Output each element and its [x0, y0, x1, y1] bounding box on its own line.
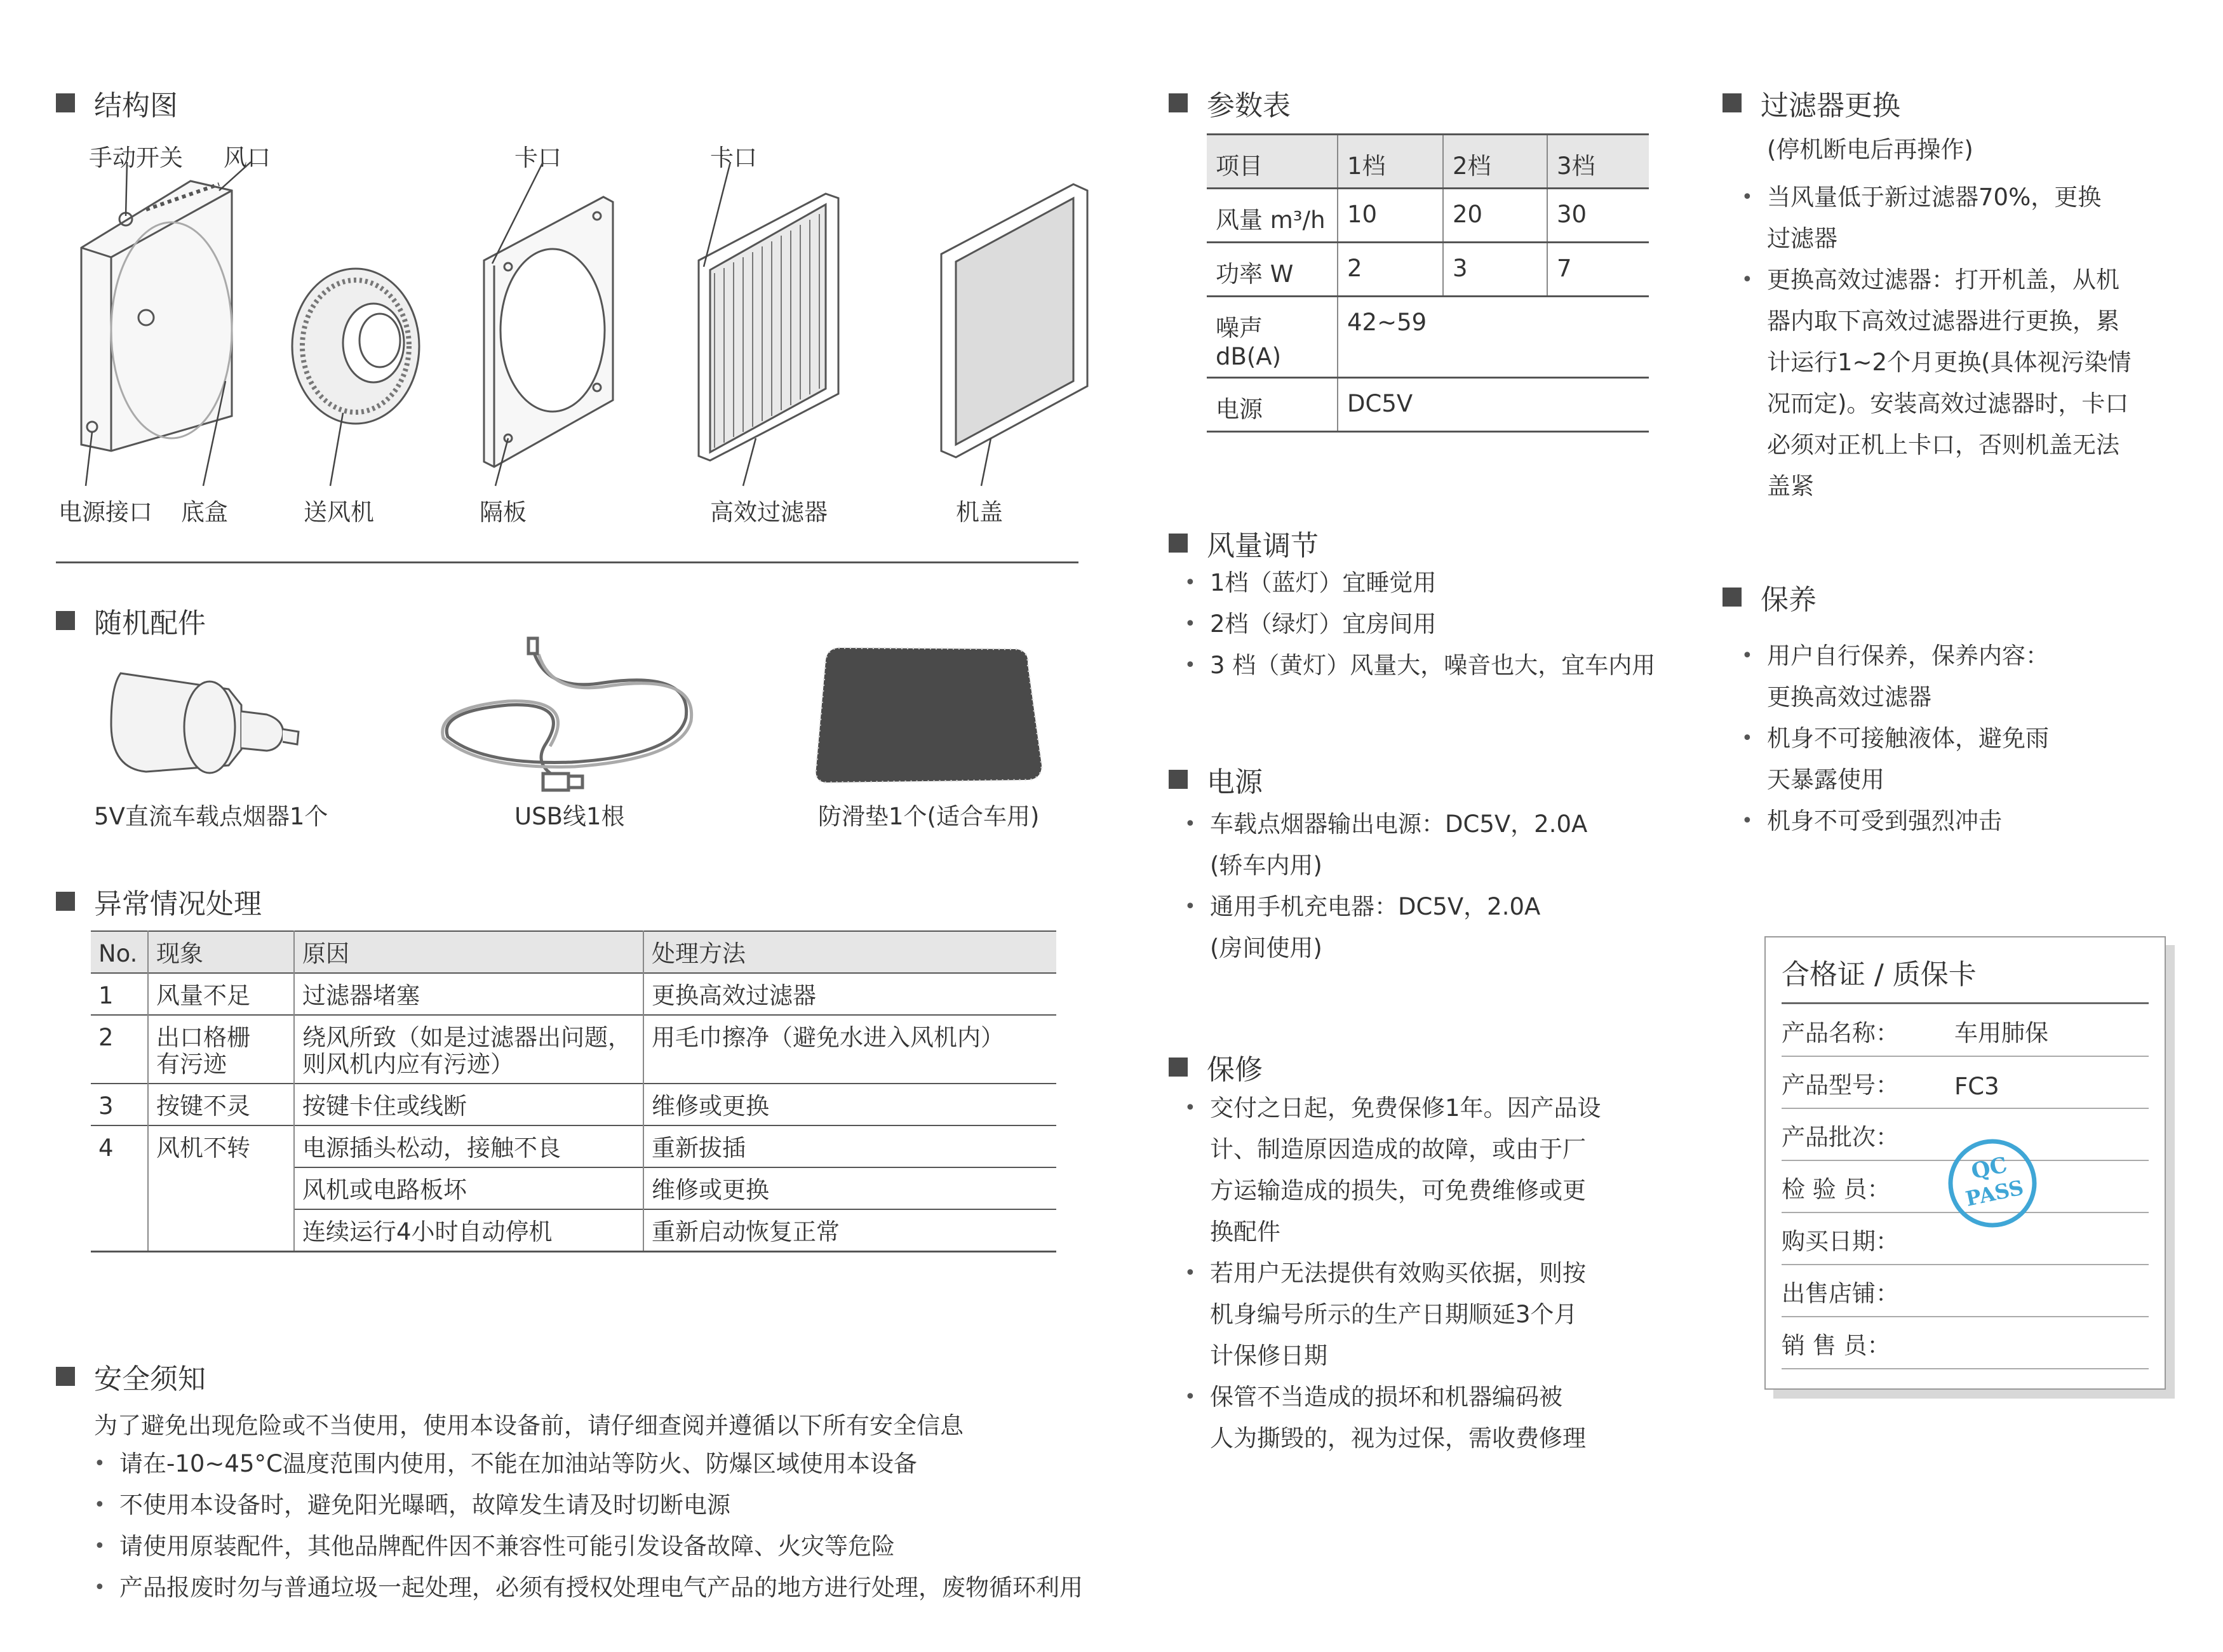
param-name — [1207, 297, 1338, 378]
label-clip-1: 卡口 — [514, 144, 561, 171]
row-no: 2 — [91, 1015, 148, 1084]
list-item: • 交付之日起，免费保修1年。因产品设 — [1185, 1087, 1601, 1129]
list-item-continued: 器内取下高效过滤器进行更换，累 — [1767, 307, 2119, 335]
param-airflow-unit: m³/h — [1270, 206, 1326, 234]
list-item: • 请使用原装配件，其他品牌配件因不兼容性可能引发设备故障、火灾等危险 — [94, 1526, 1083, 1567]
airflow-title: 风量调节 — [1207, 530, 1319, 562]
list-item: • 2档（绿灯）宜房间用 — [1185, 603, 1655, 645]
warranty-title: 保修 — [1207, 1054, 1263, 1086]
filter-list — [1742, 177, 2132, 507]
stamp-line2: PASS — [1963, 1175, 2026, 1211]
param-supply-label: 电源 — [1207, 378, 1338, 432]
accessory-anti-slip-mat: 防滑垫1个(适合车用) — [818, 803, 1040, 830]
row-method: 重新启动恢复正常 — [643, 1209, 1056, 1252]
list-item: • 1档（蓝灯）宜睡觉用 — [1185, 562, 1655, 603]
list-item-continued: (轿车内用) — [1210, 852, 1322, 879]
card-row-key: 产品批次： — [1782, 1124, 1899, 1151]
param-noise-label: 噪声 — [1216, 314, 1263, 342]
param-value: 2 — [1338, 243, 1443, 297]
accessories-title: 随机配件 — [94, 607, 206, 640]
param-airflow-label: 风量 — [1216, 206, 1263, 234]
label-cover: 机盖 — [956, 499, 1003, 526]
filter-note: (停机断电后再操作) — [1767, 136, 1973, 163]
label-base-box: 底盒 — [181, 499, 228, 526]
maintenance-heading — [1723, 577, 1817, 617]
section-divider — [56, 561, 1078, 563]
list-item: • 更换高效过滤器：打开机盖，从机 — [1742, 259, 2132, 300]
stamp-line1: QC — [1969, 1152, 2010, 1185]
list-item: • 通用手机充电器：DC5V，2.0A — [1185, 886, 1587, 927]
list-item: • 机身不可受到强烈冲击 — [1742, 800, 2049, 842]
row-method: 更换高效过滤器 — [643, 973, 1056, 1015]
row-symptom: 风量不足 — [148, 973, 294, 1015]
structure-title: 结构图 — [94, 90, 178, 122]
card-row-key: 购买日期： — [1782, 1228, 1899, 1255]
row-method: 维修或更换 — [643, 1084, 1056, 1125]
param-header-level3: 3档 — [1547, 135, 1649, 189]
list-item: • 用户自行保养，保养内容： — [1742, 635, 2049, 676]
safety-list — [94, 1443, 1083, 1608]
table-row — [91, 1209, 1056, 1252]
row-symptom: 按键不灵 — [148, 1084, 294, 1125]
row-no — [91, 1167, 148, 1209]
list-item: • 请在-10~45°C温度范围内使用，不能在加油站等防火、防爆区域使用本设备 — [94, 1443, 1083, 1484]
label-fan: 送风机 — [304, 499, 374, 526]
row-method: 重新拔插 — [643, 1125, 1056, 1167]
card-row — [1782, 1316, 2149, 1369]
section-square-icon — [1723, 588, 1742, 607]
card-row — [1782, 1004, 2149, 1057]
list-item-continued: 过滤器 — [1767, 225, 1837, 252]
quality-warranty-card — [1764, 936, 2166, 1390]
list-item-continued: 况而定)。安装高效过滤器时，卡口 — [1767, 390, 2129, 417]
table-header-no: No. — [91, 931, 148, 973]
list-item-continued: (房间使用) — [1210, 934, 1322, 962]
power-supply-list — [1185, 803, 1587, 969]
row-no: 4 — [91, 1125, 148, 1167]
param-noise-unit: dB(A) — [1216, 343, 1282, 370]
row-symptom — [148, 1167, 294, 1209]
param-value: DC5V — [1338, 378, 1649, 432]
row-symptom: 风机不转 — [148, 1125, 294, 1167]
param-value: 42~59 — [1338, 297, 1649, 378]
card-row-key: 出售店铺： — [1782, 1280, 1899, 1307]
row-symptom: 出口格栅有污迹 — [148, 1015, 294, 1084]
card-row — [1782, 1056, 2149, 1109]
row-symptom — [148, 1209, 294, 1252]
accessory-usb-cable: USB线1根 — [514, 803, 625, 830]
accessory-car-charger: 5V直流车载点烟器1个 — [94, 803, 328, 830]
card-row-value: 车用肺保 — [1954, 1019, 2048, 1047]
label-power-port: 电源接口 — [58, 499, 152, 526]
params-title: 参数表 — [1207, 90, 1291, 122]
label-manual-switch: 手动开关 — [89, 144, 183, 171]
section-square-icon — [1169, 770, 1188, 789]
power-supply-heading — [1169, 759, 1263, 800]
row-cause: 过滤器堵塞 — [294, 973, 643, 1015]
section-square-icon — [1169, 534, 1188, 553]
list-item: • 保管不当造成的损坏和机器编码被 — [1185, 1376, 1601, 1418]
row-cause: 绕风所致（如是过滤器出问题，则风机内应有污迹） — [294, 1015, 643, 1084]
row-cause: 风机或电路板坏 — [294, 1167, 643, 1209]
param-value: 30 — [1547, 189, 1649, 243]
list-item-continued: 机身编号所示的生产日期顺延3个月 — [1210, 1301, 1578, 1328]
partition-illustration — [484, 197, 613, 467]
structure-diagram — [0, 0, 1112, 546]
row-method: 维修或更换 — [643, 1167, 1056, 1209]
row-cause: 按键卡住或线断 — [294, 1084, 643, 1125]
param-power-unit: W — [1270, 260, 1294, 288]
card-row-key: 销 售 员： — [1782, 1332, 1891, 1359]
section-square-icon — [1169, 93, 1188, 112]
card-row — [1782, 1264, 2149, 1317]
row-cause: 连续运行4小时自动停机 — [294, 1209, 643, 1252]
row-method: 用毛巾擦净（避免水进入风机内） — [643, 1015, 1056, 1084]
list-item: • 不使用本设备时，避免阳光曝晒，故障发生请及时切断电源 — [94, 1484, 1083, 1526]
list-item: • 车载点烟器输出电源：DC5V，2.0A — [1185, 803, 1587, 845]
list-item-continued: 计保修日期 — [1210, 1342, 1327, 1369]
table-row — [91, 973, 1056, 1015]
safety-title: 安全须知 — [94, 1363, 206, 1395]
list-item-continued: 盖紧 — [1767, 473, 1814, 500]
param-value: 20 — [1443, 189, 1547, 243]
table-row — [1207, 243, 1649, 297]
list-item: • 当风量低于新过滤器70%，更换 — [1742, 177, 2132, 218]
card-title: 合格证 / 质保卡 — [1782, 958, 1977, 991]
table-header-row — [91, 931, 1056, 973]
section-square-icon — [56, 1367, 75, 1386]
list-item-continued: 人为撕毁的，视为过保，需收费修理 — [1210, 1425, 1586, 1452]
param-name — [1207, 189, 1338, 243]
fan-illustration — [292, 269, 419, 424]
usb-cable-icon — [443, 638, 692, 790]
airflow-list — [1185, 562, 1655, 686]
maintenance-title: 保养 — [1761, 584, 1817, 616]
table-row — [91, 1015, 1056, 1084]
list-item: • 若用户无法提供有效购买依据，则按 — [1185, 1252, 1601, 1294]
list-item: • 产品报废时勿与普通垃圾一起处理，必须有授权处理电气产品的地方进行处理，废物循环利用 — [94, 1567, 1083, 1608]
card-row-value: FC3 — [1954, 1073, 1999, 1100]
safety-heading — [56, 1356, 206, 1397]
table-header-cause: 原因 — [294, 931, 643, 973]
warranty-heading — [1169, 1047, 1263, 1087]
list-item-continued: 天暴露使用 — [1767, 766, 1884, 793]
label-air-outlet: 风口 — [224, 144, 271, 171]
label-hepa-filter: 高效过滤器 — [710, 499, 828, 526]
param-header-level1: 1档 — [1338, 135, 1443, 189]
table-row — [1207, 189, 1649, 243]
base-box-illustration — [81, 181, 232, 451]
param-power-label: 功率 — [1216, 260, 1263, 288]
list-item-continued: 计运行1~2个月更换(具体视污染情 — [1767, 349, 2132, 376]
section-square-icon — [1723, 93, 1742, 112]
section-square-icon — [56, 892, 75, 911]
filter-illustration — [699, 194, 838, 460]
table-row — [1207, 297, 1649, 378]
warranty-list — [1185, 1087, 1601, 1459]
param-name — [1207, 243, 1338, 297]
list-item-continued: 更换高效过滤器 — [1767, 683, 1931, 711]
abnormal-table — [91, 930, 1056, 1252]
airflow-heading — [1169, 523, 1319, 563]
accessories-illustrations — [0, 635, 1112, 800]
cover-illustration — [941, 184, 1087, 457]
qc-pass-stamp-icon — [1945, 1136, 2040, 1231]
param-value: 3 — [1443, 243, 1547, 297]
list-item-continued: 换配件 — [1210, 1218, 1280, 1246]
list-item: • 机身不可接触液体，避免雨 — [1742, 718, 2049, 759]
abnormal-heading — [56, 881, 262, 922]
param-header-level2: 2档 — [1443, 135, 1547, 189]
param-value: 10 — [1338, 189, 1443, 243]
table-row — [91, 1167, 1056, 1209]
table-row — [1207, 378, 1649, 432]
list-item: • 3 档（黄灯）风量大，噪音也大，宜车内用 — [1185, 645, 1655, 686]
table-header-row — [1207, 135, 1649, 189]
row-no: 3 — [91, 1084, 148, 1125]
table-header-symptom: 现象 — [148, 931, 294, 973]
anti-slip-mat-icon — [816, 648, 1042, 782]
params-heading — [1169, 83, 1291, 123]
card-row-key: 产品型号： — [1782, 1071, 1899, 1099]
power-supply-title: 电源 — [1207, 766, 1263, 798]
param-value: 7 — [1547, 243, 1649, 297]
maintenance-list — [1742, 635, 2049, 842]
row-no: 1 — [91, 973, 148, 1015]
row-no — [91, 1209, 148, 1252]
label-clip-2: 卡口 — [710, 144, 757, 171]
list-item-continued: 方运输造成的损失，可免费维修或更 — [1210, 1177, 1586, 1204]
list-item-continued: 必须对正机上卡口，否则机盖无法 — [1767, 431, 2119, 459]
params-table — [1207, 133, 1649, 433]
row-cause: 电源插头松动，接触不良 — [294, 1125, 643, 1167]
label-partition: 隔板 — [480, 499, 527, 526]
card-row-key: 检 验 员： — [1782, 1176, 1891, 1203]
param-header-item: 项目 — [1207, 135, 1338, 189]
list-item-continued: 计、制造原因造成的故障，或由于厂 — [1210, 1136, 1586, 1163]
car-charger-icon — [111, 673, 299, 773]
section-square-icon — [1169, 1058, 1188, 1077]
table-row — [91, 1084, 1056, 1125]
filter-title: 过滤器更换 — [1761, 90, 1900, 122]
table-row — [91, 1125, 1056, 1167]
card-row-key: 产品名称： — [1782, 1019, 1899, 1047]
table-header-method: 处理方法 — [643, 931, 1056, 973]
section-square-icon — [56, 611, 75, 630]
abnormal-title: 异常情况处理 — [94, 888, 262, 920]
safety-intro: 为了避免出现危险或不当使用，使用本设备前，请仔细查阅并遵循以下所有安全信息 — [94, 1412, 964, 1439]
filter-heading — [1723, 83, 1900, 123]
